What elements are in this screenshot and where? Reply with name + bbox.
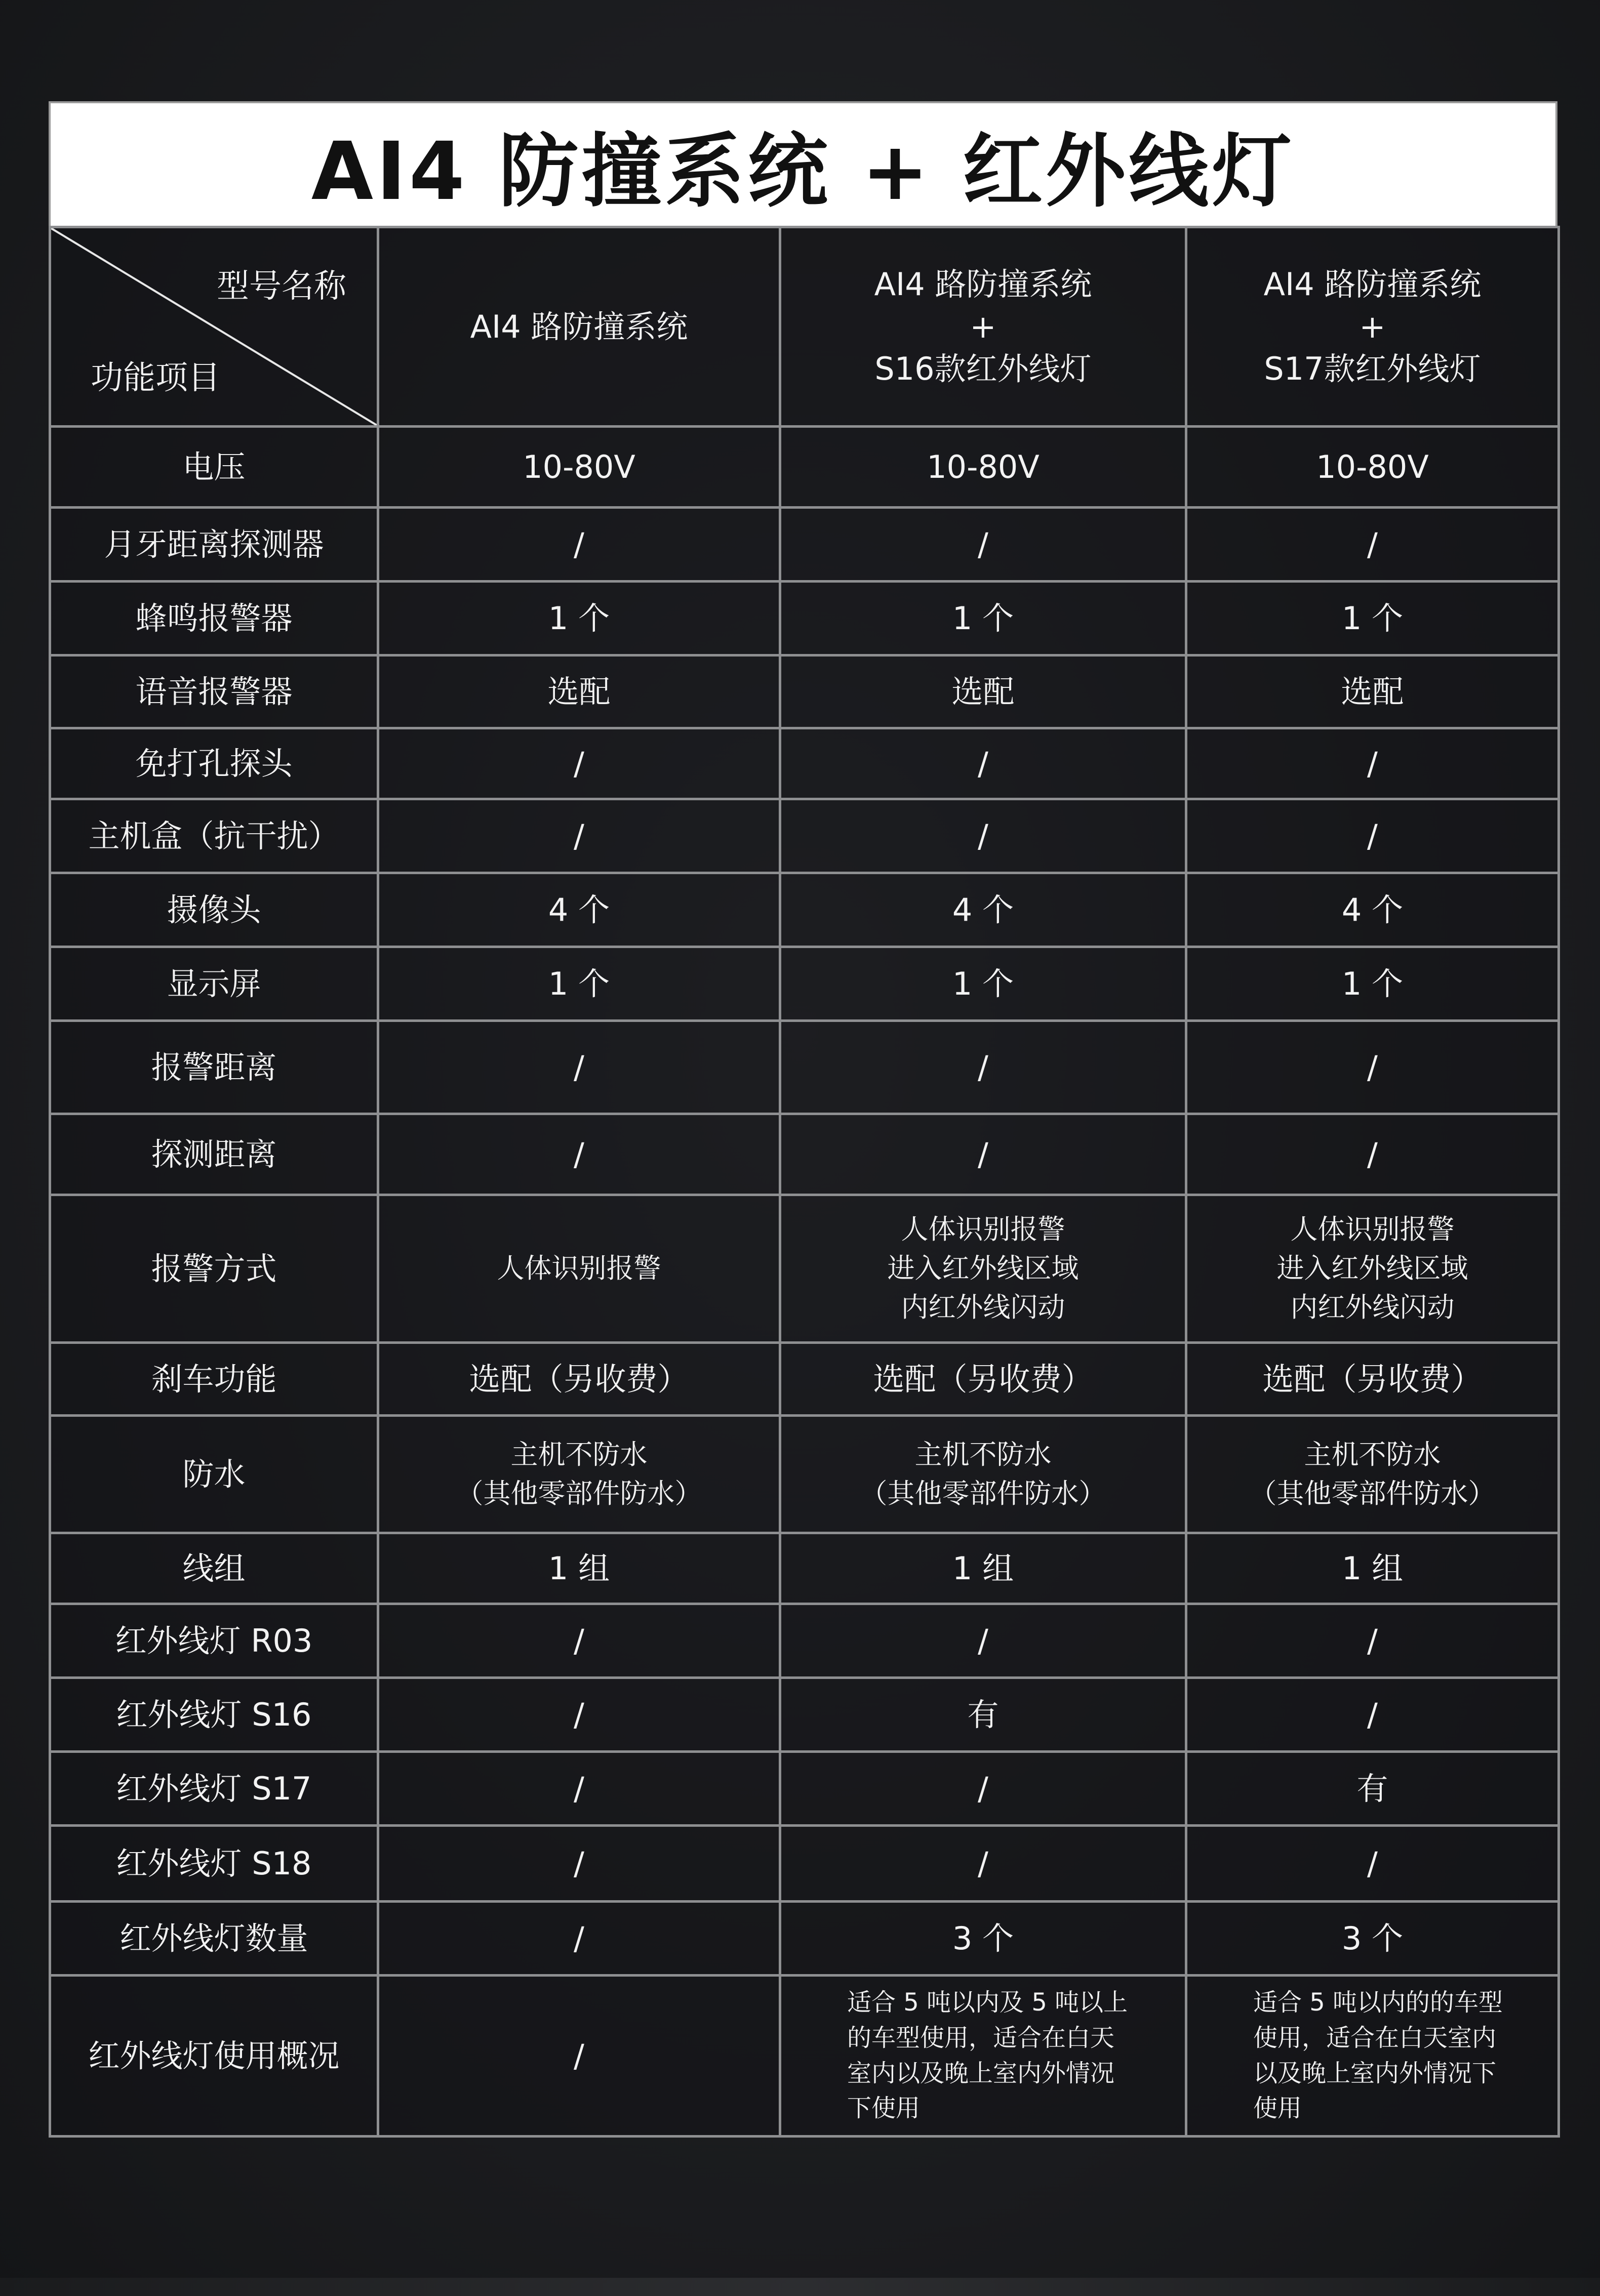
value-cell: 1 个 [1186, 582, 1559, 655]
table-row [50, 1752, 1559, 1826]
value-cell: 主机不防水 （其他零部件防水） [378, 1416, 780, 1533]
page-title: AI4 防撞系统 + 红外线灯 [49, 101, 1557, 226]
value-cell: 有 [780, 1678, 1186, 1752]
feature-label: 免打孔探头 [50, 728, 378, 799]
feature-label: 线组 [50, 1533, 378, 1604]
table-row [50, 728, 1559, 799]
feature-label: 显示屏 [50, 947, 378, 1021]
value-cell: / [378, 1976, 780, 2137]
feature-label: 红外线灯使用概况 [50, 1976, 378, 2137]
value-cell: 主机不防水 （其他零部件防水） [780, 1416, 1186, 1533]
table-row [50, 1976, 1559, 2137]
table-row [50, 1416, 1559, 1533]
table-row [50, 582, 1559, 655]
value-cell: 适合 5 吨以内的的车型 使用，适合在白天室内 以及晚上室内外情况下 使用 [1186, 1976, 1559, 2137]
feature-label: 红外线灯 S17 [50, 1752, 378, 1826]
value-cell: 4 个 [1186, 873, 1559, 947]
value-cell: 1 个 [780, 582, 1186, 655]
value-cell: / [780, 1114, 1186, 1195]
table-row [50, 1902, 1559, 1976]
table-row [50, 1826, 1559, 1902]
feature-label: 探测距离 [50, 1114, 378, 1195]
table-row [50, 1678, 1559, 1752]
value-cell: / [780, 1604, 1186, 1678]
value-cell: 10-80V [378, 427, 780, 508]
table-row [50, 1114, 1559, 1195]
value-cell: / [1186, 1678, 1559, 1752]
background-strip [0, 2278, 1600, 2296]
table-row [50, 427, 1559, 508]
value-cell: 1 组 [378, 1533, 780, 1604]
table-row [50, 1021, 1559, 1114]
header-row [50, 227, 1559, 427]
value-cell: 3 个 [780, 1902, 1186, 1976]
value-cell: / [1186, 799, 1559, 873]
value-cell: / [378, 1114, 780, 1195]
feature-label: 电压 [50, 427, 378, 508]
model-header-2: AI4 路防撞系统 + S16款红外线灯 [780, 227, 1186, 427]
value-cell: 3 个 [1186, 1902, 1559, 1976]
value-cell: 人体识别报警 进入红外线区域 内红外线闪动 [780, 1195, 1186, 1343]
value-cell: 人体识别报警 [378, 1195, 780, 1343]
value-cell: / [378, 1752, 780, 1826]
value-cell: 10-80V [1186, 427, 1559, 508]
value-cell: / [1186, 1021, 1559, 1114]
value-cell: / [780, 1021, 1186, 1114]
value-cell: 选配 [378, 655, 780, 728]
value-cell: / [378, 1604, 780, 1678]
value-cell: 人体识别报警 进入红外线区域 内红外线闪动 [1186, 1195, 1559, 1343]
feature-label: 红外线灯 S16 [50, 1678, 378, 1752]
value-cell: / [378, 799, 780, 873]
corner-model-label: 型号名称 [217, 268, 346, 305]
value-cell: 1 个 [1186, 947, 1559, 1021]
feature-label: 语音报警器 [50, 655, 378, 728]
value-cell: / [1186, 1826, 1559, 1902]
feature-label: 刹车功能 [50, 1343, 378, 1416]
value-cell: 1 个 [378, 582, 780, 655]
table-row [50, 508, 1559, 582]
feature-label: 红外线灯 S18 [50, 1826, 378, 1902]
value-cell: 选配 [780, 655, 1186, 728]
value-cell: 选配（另收费） [378, 1343, 780, 1416]
value-cell: / [1186, 508, 1559, 582]
comparison-sheet [49, 101, 1557, 2138]
value-cell: / [1186, 1604, 1559, 1678]
feature-label: 报警方式 [50, 1195, 378, 1343]
value-cell: 1 组 [780, 1533, 1186, 1604]
value-cell: 选配（另收费） [780, 1343, 1186, 1416]
table-row [50, 1533, 1559, 1604]
table-row [50, 1343, 1559, 1416]
value-cell: 选配（另收费） [1186, 1343, 1559, 1416]
table-row [50, 947, 1559, 1021]
value-cell: 4 个 [780, 873, 1186, 947]
feature-label: 摄像头 [50, 873, 378, 947]
value-cell: / [378, 1021, 780, 1114]
table-row [50, 1195, 1559, 1343]
value-cell: / [1186, 1114, 1559, 1195]
value-cell: 1 组 [1186, 1533, 1559, 1604]
value-cell: 4 个 [378, 873, 780, 947]
value-cell: 主机不防水 （其他零部件防水） [1186, 1416, 1559, 1533]
value-cell: / [1186, 728, 1559, 799]
value-cell: 1 个 [780, 947, 1186, 1021]
model-header-1: AI4 路防撞系统 [378, 227, 780, 427]
value-cell: / [378, 1678, 780, 1752]
value-cell: 1 个 [378, 947, 780, 1021]
value-cell: / [780, 728, 1186, 799]
table-row [50, 873, 1559, 947]
value-cell: / [780, 1752, 1186, 1826]
spec-table [49, 226, 1560, 2138]
feature-label: 防水 [50, 1416, 378, 1533]
value-cell: / [378, 728, 780, 799]
table-row [50, 799, 1559, 873]
value-cell: / [378, 508, 780, 582]
corner-feature-label: 功能项目 [91, 359, 220, 397]
feature-label: 报警距离 [50, 1021, 378, 1114]
value-cell: / [780, 799, 1186, 873]
feature-label: 红外线灯数量 [50, 1902, 378, 1976]
model-header-3: AI4 路防撞系统 + S17款红外线灯 [1186, 227, 1559, 427]
value-cell: 适合 5 吨以内及 5 吨以上 的车型使用，适合在白天 室内以及晚上室内外情况 下使用 [780, 1976, 1186, 2137]
value-cell: / [378, 1826, 780, 1902]
value-cell: 有 [1186, 1752, 1559, 1826]
value-cell: / [378, 1902, 780, 1976]
feature-label: 主机盒（抗干扰） [50, 799, 378, 873]
value-cell: 10-80V [780, 427, 1186, 508]
table-row [50, 655, 1559, 728]
value-cell: / [780, 508, 1186, 582]
feature-label: 月牙距离探测器 [50, 508, 378, 582]
value-cell: 选配 [1186, 655, 1559, 728]
value-cell: / [780, 1826, 1186, 1902]
table-row [50, 1604, 1559, 1678]
feature-label: 红外线灯 R03 [50, 1604, 378, 1678]
feature-label: 蜂鸣报警器 [50, 582, 378, 655]
corner-header-cell [50, 227, 378, 427]
